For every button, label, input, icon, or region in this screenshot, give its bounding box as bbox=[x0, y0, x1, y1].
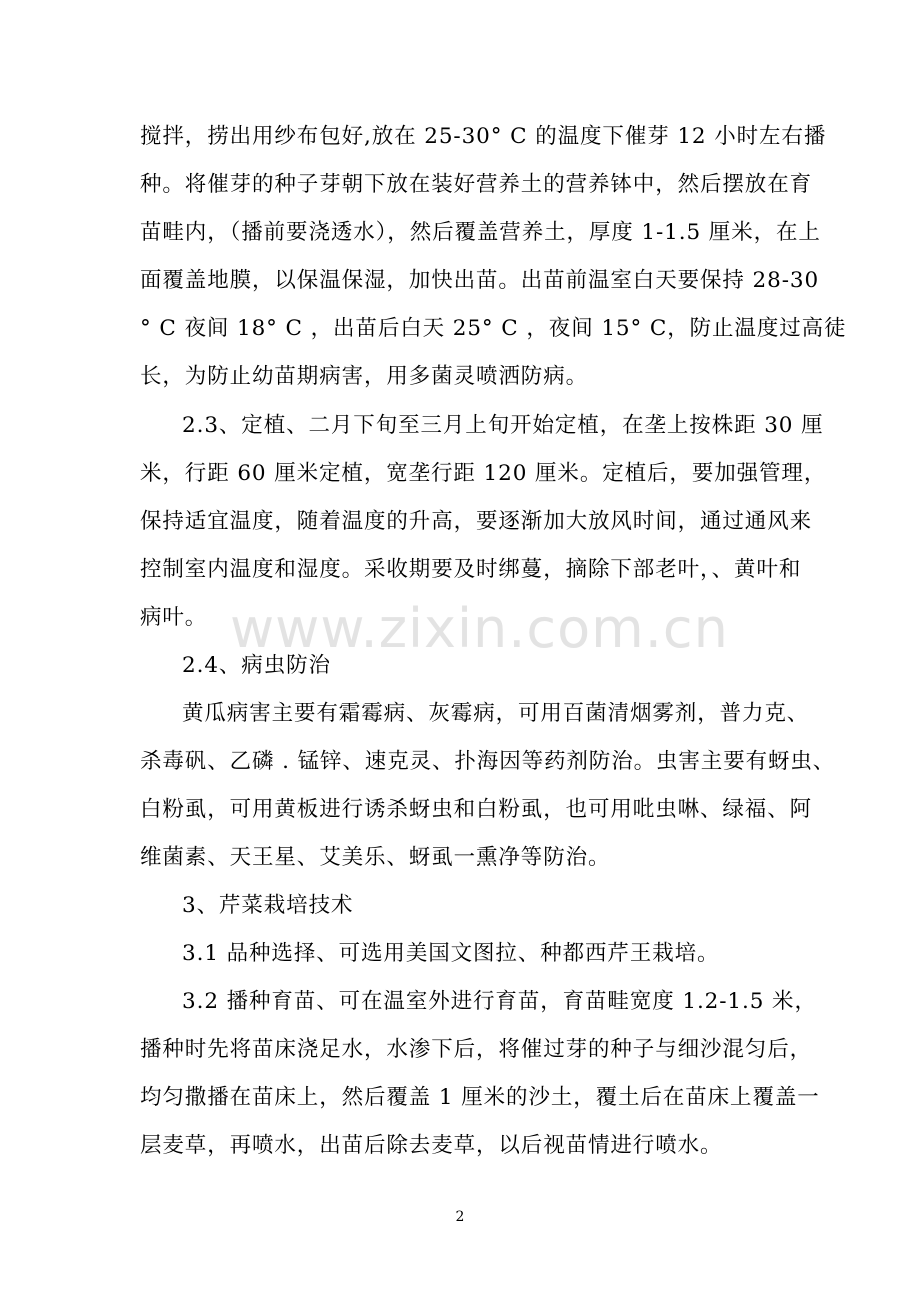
watermark: www.zixin.com.cn bbox=[230, 597, 729, 660]
text-line: 病叶。 bbox=[140, 605, 208, 630]
text-line: 3.1 品种选择、可选用美国文图拉、种都西芹王栽培。 bbox=[182, 941, 720, 966]
text-line: 白粉虱，可用黄板进行诱杀蚜虫和白粉虱，也可用吡虫啉、绿福、阿 bbox=[140, 797, 813, 822]
text-line: 维菌素、天王星、艾美乐、蚜虱一熏净等防治。 bbox=[140, 845, 611, 870]
text-line: 2.3、定植、二月下旬至三月上旬开始定植，在垄上按株距 30 厘 bbox=[182, 413, 824, 438]
text-line: ° C 夜间 18° C ，出苗后白天 25° C ，夜间 15° C，防止温度过高徒 bbox=[140, 316, 847, 341]
text-line: 米，行距 60 厘米定植，宽垄行距 120 厘米。定植后，要加强管理， bbox=[140, 461, 827, 486]
section-heading: 3、芹菜栽培技术 bbox=[182, 893, 354, 918]
text-line: 播种时先将苗床浇足水，水渗下后，将催过芽的种子与细沙混匀后， bbox=[140, 1037, 813, 1062]
text-line: 苗畦内，（播前要浇透水），然后覆盖营养土，厚度 1-1.5 厘米，在上 bbox=[140, 220, 821, 245]
text-line: 层麦草，再喷水，出苗后除去麦草，以后视苗情进行喷水。 bbox=[140, 1133, 723, 1158]
text-line: 长，为防止幼苗期病害，用多菌灵喷洒防病。 bbox=[140, 364, 589, 389]
text-line: 3.2 播种育苗、可在温室外进行育苗，育苗畦宽度 1.2-1.5 米， bbox=[182, 989, 817, 1014]
page-number: 2 bbox=[455, 1209, 465, 1225]
text-line: 种。将催芽的种子芽朝下放在装好营养土的营养钵中，然后摆放在育 bbox=[140, 172, 813, 197]
text-line: 面覆盖地膜，以保温保湿，加快出苗。出苗前温室白天要保持 28-30 bbox=[140, 268, 820, 293]
text-line: 均匀撒播在苗床上，然后覆盖 1 厘米的沙土，覆土后在苗床上覆盖一 bbox=[140, 1085, 820, 1110]
text-line: 杀毒矾、乙磷 . 锰锌、速克灵、扑海因等药剂防治。虫害主要有蚜虫、 bbox=[140, 749, 836, 774]
section-heading: 2.4、病虫防治 bbox=[182, 653, 331, 678]
text-line: 黄瓜病害主要有霜霉病、灰霉病，可用百菌清烟雾剂，普力克、 bbox=[182, 701, 810, 726]
text-line: 控制室内温度和湿度。采收期要及时绑蔓，摘除下部老叶，、黄叶和 bbox=[140, 557, 802, 582]
text-line: 搅拌，捞出用纱布包好,放在 25-30° C 的温度下催芽 12 小时左右播 bbox=[140, 124, 827, 149]
text-line: 保持适宜温度，随着温度的升高，要逐渐加大放风时间，通过通风来 bbox=[140, 509, 813, 534]
